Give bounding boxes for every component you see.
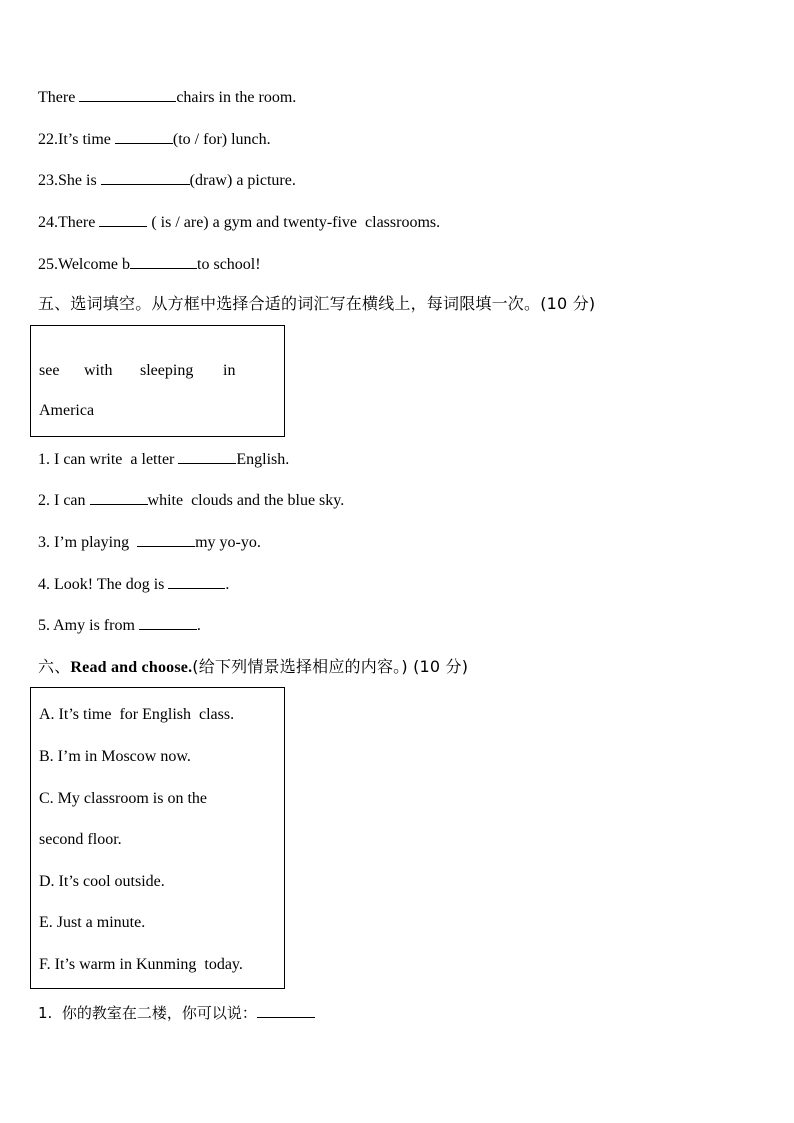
question-text: 1. 你的教室在二楼，你可以说： <box>38 1004 257 1022</box>
question-line <box>38 490 344 511</box>
option-item-continued: second floor. <box>39 831 122 848</box>
question-line <box>38 129 271 150</box>
question-text: white clouds and the blue sky. <box>147 492 345 509</box>
question-text: chairs in the room. <box>176 89 297 106</box>
option-item: E. Just a minute. <box>39 914 146 931</box>
answer-blank[interactable] <box>257 1003 315 1018</box>
question-text: 23.She is <box>38 172 101 189</box>
question-text: 5. Amy is from <box>38 617 139 634</box>
word-bank-row <box>39 401 94 421</box>
question-text: 22.It’s time <box>38 131 115 148</box>
question-line <box>38 574 229 595</box>
answer-blank[interactable] <box>139 615 197 630</box>
question-line <box>38 532 261 553</box>
question-text: (draw) a picture. <box>189 172 296 189</box>
section-heading: 五、选词填空。从方框中选择合适的词汇写在横线上，每词限填一次。(10 分) <box>38 294 596 313</box>
options-box <box>30 687 285 989</box>
question-text: (to / for) lunch. <box>172 131 271 148</box>
word-option: America <box>39 402 95 419</box>
option-item: D. It’s cool outside. <box>39 873 165 890</box>
option-item: A. It’s time for English class. <box>39 706 235 723</box>
question-line <box>38 254 261 275</box>
question-text: English. <box>236 451 290 468</box>
question-line <box>38 615 201 636</box>
question-line <box>38 170 296 191</box>
section-instruction: (给下列情景选择相应的内容。) (10 分) <box>192 657 469 676</box>
question-text: 1. I can write a letter <box>38 451 179 468</box>
question-line <box>38 449 289 470</box>
section-heading <box>38 657 468 678</box>
answer-blank[interactable] <box>101 170 190 185</box>
answer-blank[interactable] <box>178 449 236 464</box>
option-item: C. My classroom is on the <box>39 790 207 807</box>
question-text: my yo-yo. <box>195 534 261 551</box>
question-text: . <box>225 576 230 593</box>
section-title-en: Read and choose. <box>70 659 193 676</box>
question-line <box>38 212 440 233</box>
word-option: sleeping <box>140 362 194 379</box>
question-text: 3. I’m playing <box>38 534 138 551</box>
question-text: 25.Welcome b <box>38 256 131 273</box>
question-text: 24.There <box>38 214 100 231</box>
option-item: F. It’s warm in Kunming today. <box>39 956 243 973</box>
answer-blank[interactable] <box>168 574 225 589</box>
word-option: in <box>223 362 236 379</box>
answer-blank[interactable] <box>90 490 148 505</box>
question-line <box>38 87 296 108</box>
question-text: There <box>38 89 80 106</box>
question-text: ( is / are) a gym and twenty-five classrooms. <box>147 214 441 231</box>
word-bank-box <box>30 325 285 437</box>
question-line <box>38 1003 315 1023</box>
question-text: to school! <box>197 256 261 273</box>
option-item: B. I’m in Moscow now. <box>39 748 191 765</box>
question-text: 2. I can <box>38 492 90 509</box>
answer-blank[interactable] <box>79 87 176 102</box>
word-option: with <box>84 362 113 379</box>
word-option: see <box>39 362 60 379</box>
section-number: 六、 <box>38 657 71 676</box>
word-bank-row <box>39 361 235 381</box>
answer-blank[interactable] <box>130 254 197 269</box>
answer-blank[interactable] <box>137 532 195 547</box>
question-text: . <box>196 617 201 634</box>
answer-blank[interactable] <box>99 212 147 227</box>
answer-blank[interactable] <box>115 129 173 144</box>
question-text: 4. Look! The dog is <box>38 576 169 593</box>
